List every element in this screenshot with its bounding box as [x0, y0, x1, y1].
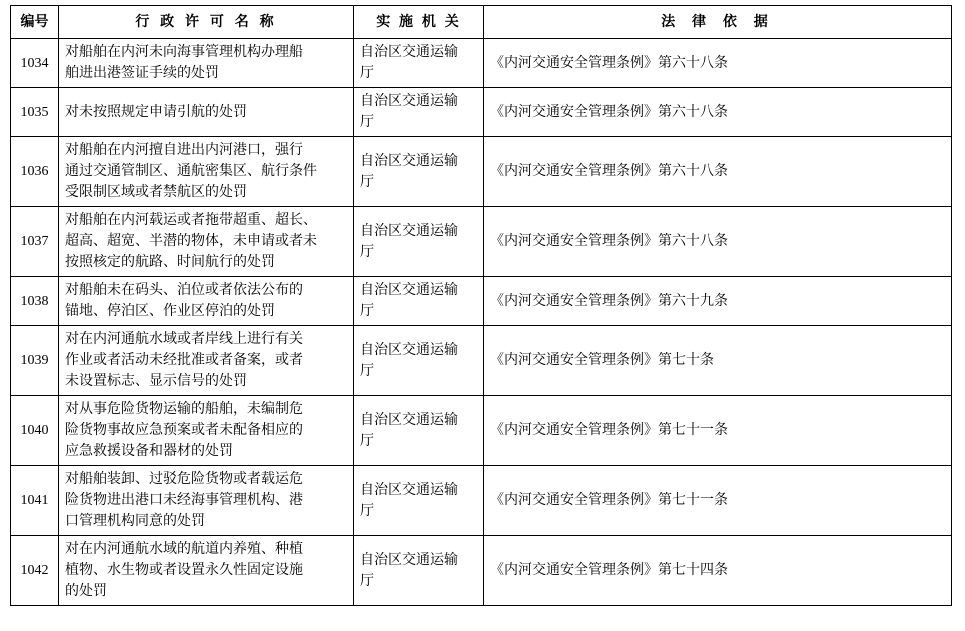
law-text: 《内河交通安全管理条例》第六十八条	[490, 163, 728, 179]
cell-name	[59, 326, 354, 396]
cell-code: 1039	[11, 326, 59, 396]
cell-law	[484, 277, 952, 326]
cell-name	[59, 277, 354, 326]
administrative-permit-table	[10, 5, 952, 606]
cell-code: 1034	[11, 39, 59, 88]
law-text: 《内河交通安全管理条例》第六十八条	[490, 54, 728, 71]
cell-agency	[354, 536, 484, 606]
permit-name-text: 对船舶未在码头、泊位或者依法公布的 锚地、停泊区、作业区停泊的处罚	[65, 282, 303, 319]
cell-agency	[354, 466, 484, 536]
agency-text: 自治区交通运输 厅	[360, 93, 458, 130]
agency-text: 自治区交通运输 厅	[360, 341, 458, 379]
cell-agency	[354, 396, 484, 466]
agency-text: 自治区交通运输 厅	[360, 152, 458, 190]
permit-name-text: 对从事危险货物运输的船舶，未编制危 险货物事故应急预案或者未配备相应的 应急救援设备和器材的处罚	[65, 401, 303, 459]
law-text: 《内河交通安全管理条例》第六十八条	[490, 233, 728, 249]
cell-agency	[354, 326, 484, 396]
cell-code: 1041	[11, 466, 59, 536]
cell-code: 1036	[11, 137, 59, 207]
cell-name	[59, 39, 354, 88]
permit-name-text: 对船舶在内河未向海事管理机构办理船 舶进出港签证手续的处罚	[65, 44, 303, 81]
cell-agency	[354, 207, 484, 277]
table-row	[11, 207, 952, 277]
table-row	[11, 88, 952, 137]
cell-law	[484, 466, 952, 536]
table-row	[11, 137, 952, 207]
cell-agency	[354, 277, 484, 326]
table-header-row	[11, 6, 952, 39]
agency-text: 自治区交通运输 厅	[360, 551, 458, 589]
cell-name	[59, 466, 354, 536]
table-row	[11, 326, 952, 396]
agency-text: 自治区交通运输 厅	[360, 282, 458, 319]
cell-name	[59, 88, 354, 137]
law-text: 《内河交通安全管理条例》第七十一条	[490, 492, 728, 508]
cell-law	[484, 326, 952, 396]
column-header-agency: 实 施 机 关	[354, 6, 484, 39]
permit-name-text: 对未按照规定申请引航的处罚	[65, 103, 247, 120]
cell-agency	[354, 39, 484, 88]
table-row	[11, 277, 952, 326]
agency-text: 自治区交通运输 厅	[360, 411, 458, 449]
cell-agency	[354, 137, 484, 207]
cell-law	[484, 207, 952, 277]
table-row	[11, 466, 952, 536]
law-text: 《内河交通安全管理条例》第六十九条	[490, 292, 728, 309]
law-text: 《内河交通安全管理条例》第六十八条	[490, 103, 728, 120]
cell-code: 1035	[11, 88, 59, 137]
agency-text: 自治区交通运输 厅	[360, 222, 458, 260]
cell-code: 1040	[11, 396, 59, 466]
cell-code: 1037	[11, 207, 59, 277]
cell-name	[59, 137, 354, 207]
agency-text: 自治区交通运输 厅	[360, 481, 458, 519]
cell-name	[59, 207, 354, 277]
law-text: 《内河交通安全管理条例》第七十一条	[490, 422, 728, 438]
cell-law	[484, 536, 952, 606]
permit-name-text: 对船舶装卸、过驳危险货物或者载运危 险货物进出港口未经海事管理机构、港 口管理机构同意的处罚	[65, 471, 303, 529]
table-row	[11, 39, 952, 88]
cell-law	[484, 39, 952, 88]
column-header-code: 编号	[11, 6, 59, 39]
cell-name	[59, 396, 354, 466]
column-header-name: 行 政 许 可 名 称	[59, 6, 354, 39]
cell-law	[484, 396, 952, 466]
cell-name	[59, 536, 354, 606]
cell-code: 1038	[11, 277, 59, 326]
table-body	[11, 39, 952, 606]
column-header-law: 法 律 依 据	[484, 6, 952, 39]
permit-name-text: 对在内河通航水域的航道内养殖、种植 植物、水生物或者设置永久性固定设施 的处罚	[65, 541, 303, 599]
agency-text: 自治区交通运输 厅	[360, 44, 458, 81]
cell-law	[484, 137, 952, 207]
table-row	[11, 536, 952, 606]
law-text: 《内河交通安全管理条例》第七十条	[490, 352, 714, 368]
permit-name-text: 对船舶在内河擅自进出内河港口，强行 通过交通管制区、通航密集区、航行条件 受限制区域或者禁航区的处罚	[65, 142, 317, 200]
cell-agency	[354, 88, 484, 137]
law-text: 《内河交通安全管理条例》第七十四条	[490, 562, 728, 578]
permit-name-text: 对在内河通航水域或者岸线上进行有关 作业或者活动未经批准或者备案，或者 未设置标志、显示信号的处罚	[65, 331, 303, 389]
cell-code: 1042	[11, 536, 59, 606]
cell-law	[484, 88, 952, 137]
table-row	[11, 396, 952, 466]
table-header	[11, 6, 952, 39]
permit-name-text: 对船舶在内河载运或者拖带超重、超长、 超高、超宽、半潜的物体，未申请或者未 按照核定的航路、时间航行的处罚	[65, 212, 317, 270]
